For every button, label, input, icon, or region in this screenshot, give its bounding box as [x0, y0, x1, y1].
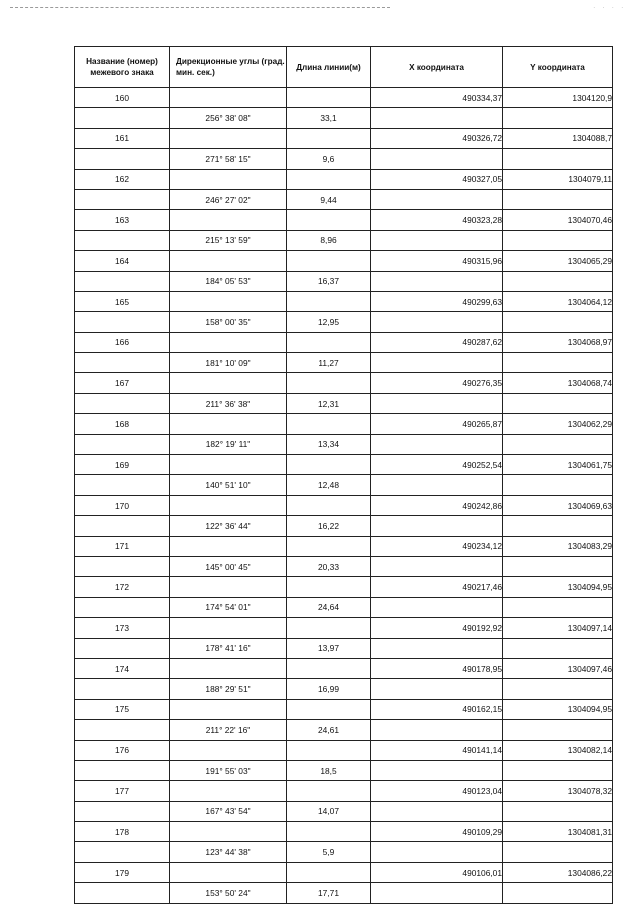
y-coordinate-cell: 1304083,29: [503, 536, 613, 556]
mark-name-cell: [75, 353, 170, 373]
bearing-angle-cell: [170, 291, 287, 311]
mark-name-cell: 166: [75, 332, 170, 352]
mark-name-cell: 177: [75, 781, 170, 801]
table-row: [75, 332, 613, 352]
x-coordinate-cell: [371, 760, 503, 780]
x-coordinate-cell: [371, 271, 503, 291]
bearing-angle-cell: 122° 36' 44": [170, 516, 287, 536]
x-coordinate-cell: 490252,54: [371, 455, 503, 475]
y-coordinate-cell: 1304069,63: [503, 495, 613, 515]
x-coordinate-cell: [371, 230, 503, 250]
line-length-cell: [287, 455, 371, 475]
line-length-cell: 13,97: [287, 638, 371, 658]
x-coordinate-cell: 490265,87: [371, 414, 503, 434]
line-length-cell: [287, 210, 371, 230]
bearing-angle-cell: [170, 536, 287, 556]
line-length-cell: [287, 495, 371, 515]
y-coordinate-cell: [503, 353, 613, 373]
mark-name-cell: 179: [75, 862, 170, 882]
table-row: [75, 373, 613, 393]
bearing-angle-cell: [170, 699, 287, 719]
mark-name-cell: 176: [75, 740, 170, 760]
y-coordinate-cell: [503, 679, 613, 699]
table-row: [75, 536, 613, 556]
table-row: [75, 128, 613, 148]
bearing-angle-cell: [170, 495, 287, 515]
bearing-angle-cell: 178° 41' 16": [170, 638, 287, 658]
y-coordinate-cell: [503, 597, 613, 617]
x-coordinate-cell: 490276,35: [371, 373, 503, 393]
bearing-angle-cell: 145° 00' 45": [170, 556, 287, 576]
bearing-angle-cell: 271° 58' 15": [170, 149, 287, 169]
y-coordinate-cell: 1304064,12: [503, 291, 613, 311]
y-coordinate-cell: [503, 149, 613, 169]
bearing-angle-cell: [170, 781, 287, 801]
x-coordinate-cell: 490141,14: [371, 740, 503, 760]
bearing-angle-cell: [170, 740, 287, 760]
mark-name-cell: 169: [75, 455, 170, 475]
mark-name-cell: [75, 556, 170, 576]
x-coordinate-cell: 490327,05: [371, 169, 503, 189]
mark-name-cell: 160: [75, 88, 170, 108]
mark-name-cell: [75, 434, 170, 454]
line-length-cell: 12,31: [287, 393, 371, 413]
mark-name-cell: 167: [75, 373, 170, 393]
scan-artifact-dots: . . . .: [593, 4, 626, 10]
table-row: [75, 781, 613, 801]
bearing-angle-cell: [170, 577, 287, 597]
y-coordinate-cell: [503, 230, 613, 250]
x-coordinate-cell: 490334,37: [371, 88, 503, 108]
x-coordinate-cell: 490192,92: [371, 618, 503, 638]
mark-name-cell: [75, 149, 170, 169]
mark-name-cell: 178: [75, 822, 170, 842]
table-body: [75, 88, 613, 904]
mark-name-cell: [75, 475, 170, 495]
table-row: [75, 822, 613, 842]
y-coordinate-cell: 1304062,29: [503, 414, 613, 434]
y-coordinate-cell: 1304094,95: [503, 699, 613, 719]
bearing-angle-cell: [170, 862, 287, 882]
bearing-angle-cell: 153° 50' 24": [170, 883, 287, 903]
mark-name-cell: 171: [75, 536, 170, 556]
y-coordinate-cell: 1304068,74: [503, 373, 613, 393]
bearing-angle-cell: 215° 13' 59": [170, 230, 287, 250]
table-row: [75, 414, 613, 434]
y-coordinate-cell: 1304094,95: [503, 577, 613, 597]
mark-name-cell: [75, 312, 170, 332]
table-row: [75, 475, 613, 495]
y-coordinate-cell: 1304065,29: [503, 251, 613, 271]
x-coordinate-cell: [371, 597, 503, 617]
table-row: [75, 679, 613, 699]
bearing-angle-cell: [170, 210, 287, 230]
table-row: [75, 434, 613, 454]
bearing-angle-cell: 256° 38' 08": [170, 108, 287, 128]
table-row: [75, 189, 613, 209]
mark-name-cell: [75, 393, 170, 413]
bearing-angle-cell: [170, 373, 287, 393]
line-length-cell: [287, 822, 371, 842]
scan-artifact-line: [10, 7, 390, 8]
bearing-angle-cell: [170, 169, 287, 189]
x-coordinate-cell: 490217,46: [371, 577, 503, 597]
bearing-angle-cell: [170, 822, 287, 842]
y-coordinate-cell: [503, 189, 613, 209]
y-coordinate-cell: 1304086,22: [503, 862, 613, 882]
bearing-angle-cell: 211° 22' 16": [170, 720, 287, 740]
table-row: [75, 271, 613, 291]
table-row: [75, 210, 613, 230]
table-row: [75, 740, 613, 760]
mark-name-cell: 165: [75, 291, 170, 311]
table-row: [75, 312, 613, 332]
mark-name-cell: 174: [75, 658, 170, 678]
header-angle: Дирекционные углы (град. мин. сек.): [170, 47, 287, 88]
y-coordinate-cell: 1304078,32: [503, 781, 613, 801]
line-length-cell: [287, 618, 371, 638]
mark-name-cell: [75, 801, 170, 821]
boundary-coordinates-table: [74, 46, 613, 904]
bearing-angle-cell: 123° 44' 38": [170, 842, 287, 862]
mark-name-cell: 168: [75, 414, 170, 434]
y-coordinate-cell: [503, 393, 613, 413]
x-coordinate-cell: [371, 842, 503, 862]
table-row: [75, 149, 613, 169]
line-length-cell: [287, 332, 371, 352]
bearing-angle-cell: 182° 19' 11": [170, 434, 287, 454]
bearing-angle-cell: [170, 128, 287, 148]
table-row: [75, 638, 613, 658]
mark-name-cell: [75, 516, 170, 536]
line-length-cell: [287, 781, 371, 801]
y-coordinate-cell: [503, 475, 613, 495]
table-row: [75, 556, 613, 576]
mark-name-cell: [75, 679, 170, 699]
x-coordinate-cell: 490323,28: [371, 210, 503, 230]
y-coordinate-cell: 1304097,46: [503, 658, 613, 678]
line-length-cell: 5,9: [287, 842, 371, 862]
table-row: [75, 516, 613, 536]
line-length-cell: 12,95: [287, 312, 371, 332]
line-length-cell: 16,37: [287, 271, 371, 291]
mark-name-cell: [75, 597, 170, 617]
line-length-cell: 8,96: [287, 230, 371, 250]
x-coordinate-cell: [371, 149, 503, 169]
x-coordinate-cell: [371, 189, 503, 209]
x-coordinate-cell: [371, 720, 503, 740]
y-coordinate-cell: 1304061,75: [503, 455, 613, 475]
mark-name-cell: [75, 720, 170, 740]
table-row: [75, 353, 613, 373]
y-coordinate-cell: [503, 556, 613, 576]
table-row: [75, 597, 613, 617]
bearing-angle-cell: 140° 51' 10": [170, 475, 287, 495]
mark-name-cell: [75, 108, 170, 128]
x-coordinate-cell: [371, 434, 503, 454]
x-coordinate-cell: [371, 516, 503, 536]
mark-name-cell: 163: [75, 210, 170, 230]
mark-name-cell: 173: [75, 618, 170, 638]
y-coordinate-cell: [503, 801, 613, 821]
table-row: [75, 495, 613, 515]
bearing-angle-cell: [170, 658, 287, 678]
x-coordinate-cell: 490106,01: [371, 862, 503, 882]
line-length-cell: [287, 658, 371, 678]
x-coordinate-cell: 490109,29: [371, 822, 503, 842]
line-length-cell: 18,5: [287, 760, 371, 780]
table-row: [75, 169, 613, 189]
mark-name-cell: [75, 883, 170, 903]
y-coordinate-cell: 1304068,97: [503, 332, 613, 352]
table-row: [75, 883, 613, 903]
x-coordinate-cell: [371, 475, 503, 495]
mark-name-cell: [75, 189, 170, 209]
x-coordinate-cell: 490287,62: [371, 332, 503, 352]
header-name: Название (номер) межевого знака: [75, 47, 170, 88]
y-coordinate-cell: 1304070,46: [503, 210, 613, 230]
line-length-cell: [287, 169, 371, 189]
bearing-angle-cell: 167° 43' 54": [170, 801, 287, 821]
table-row: [75, 862, 613, 882]
x-coordinate-cell: [371, 679, 503, 699]
mark-name-cell: 162: [75, 169, 170, 189]
y-coordinate-cell: [503, 760, 613, 780]
table-row: [75, 842, 613, 862]
line-length-cell: 16,22: [287, 516, 371, 536]
line-length-cell: [287, 291, 371, 311]
mark-name-cell: [75, 271, 170, 291]
mark-name-cell: 170: [75, 495, 170, 515]
table-row: [75, 577, 613, 597]
y-coordinate-cell: [503, 720, 613, 740]
table-row: [75, 760, 613, 780]
bearing-angle-cell: 174° 54' 01": [170, 597, 287, 617]
table-row: [75, 393, 613, 413]
header-length: Длина линии(м): [287, 47, 371, 88]
y-coordinate-cell: [503, 883, 613, 903]
line-length-cell: 13,34: [287, 434, 371, 454]
x-coordinate-cell: 490234,12: [371, 536, 503, 556]
table-row: [75, 251, 613, 271]
table-row: [75, 720, 613, 740]
y-coordinate-cell: 1304081,31: [503, 822, 613, 842]
y-coordinate-cell: 1304097,14: [503, 618, 613, 638]
x-coordinate-cell: 490123,04: [371, 781, 503, 801]
y-coordinate-cell: 1304079,11: [503, 169, 613, 189]
line-length-cell: 24,64: [287, 597, 371, 617]
x-coordinate-cell: 490242,86: [371, 495, 503, 515]
line-length-cell: 12,48: [287, 475, 371, 495]
x-coordinate-cell: [371, 801, 503, 821]
mark-name-cell: [75, 760, 170, 780]
bearing-angle-cell: 184° 05' 53": [170, 271, 287, 291]
y-coordinate-cell: [503, 312, 613, 332]
x-coordinate-cell: [371, 638, 503, 658]
line-length-cell: [287, 251, 371, 271]
line-length-cell: 11,27: [287, 353, 371, 373]
y-coordinate-cell: [503, 271, 613, 291]
header-y: Y координата: [503, 47, 613, 88]
line-length-cell: [287, 128, 371, 148]
line-length-cell: 16,99: [287, 679, 371, 699]
mark-name-cell: [75, 230, 170, 250]
bearing-angle-cell: 191° 55' 03": [170, 760, 287, 780]
y-coordinate-cell: [503, 638, 613, 658]
x-coordinate-cell: [371, 108, 503, 128]
line-length-cell: 20,33: [287, 556, 371, 576]
x-coordinate-cell: [371, 353, 503, 373]
y-coordinate-cell: [503, 434, 613, 454]
y-coordinate-cell: 1304082,14: [503, 740, 613, 760]
bearing-angle-cell: 158° 00' 35": [170, 312, 287, 332]
line-length-cell: [287, 699, 371, 719]
bearing-angle-cell: 188° 29' 51": [170, 679, 287, 699]
line-length-cell: 9,6: [287, 149, 371, 169]
line-length-cell: 14,07: [287, 801, 371, 821]
table-row: [75, 455, 613, 475]
header-x: X координата: [371, 47, 503, 88]
mark-name-cell: 164: [75, 251, 170, 271]
mark-name-cell: 172: [75, 577, 170, 597]
table-row: [75, 88, 613, 108]
x-coordinate-cell: 490326,72: [371, 128, 503, 148]
line-length-cell: 17,71: [287, 883, 371, 903]
bearing-angle-cell: [170, 332, 287, 352]
table-row: [75, 618, 613, 638]
table-row: [75, 230, 613, 250]
bearing-angle-cell: 211° 36' 38": [170, 393, 287, 413]
y-coordinate-cell: 1304088,7: [503, 128, 613, 148]
x-coordinate-cell: [371, 393, 503, 413]
x-coordinate-cell: [371, 312, 503, 332]
x-coordinate-cell: 490299,63: [371, 291, 503, 311]
y-coordinate-cell: [503, 108, 613, 128]
line-length-cell: 33,1: [287, 108, 371, 128]
x-coordinate-cell: [371, 556, 503, 576]
table-row: [75, 658, 613, 678]
mark-name-cell: 175: [75, 699, 170, 719]
bearing-angle-cell: 181° 10' 09": [170, 353, 287, 373]
bearing-angle-cell: [170, 618, 287, 638]
line-length-cell: [287, 414, 371, 434]
line-length-cell: 9,44: [287, 189, 371, 209]
x-coordinate-cell: [371, 883, 503, 903]
line-length-cell: [287, 740, 371, 760]
bearing-angle-cell: 246° 27' 02": [170, 189, 287, 209]
line-length-cell: [287, 862, 371, 882]
table-header-row: [75, 47, 613, 88]
x-coordinate-cell: 490315,96: [371, 251, 503, 271]
mark-name-cell: 161: [75, 128, 170, 148]
y-coordinate-cell: [503, 516, 613, 536]
x-coordinate-cell: 490178,95: [371, 658, 503, 678]
mark-name-cell: [75, 842, 170, 862]
line-length-cell: [287, 88, 371, 108]
mark-name-cell: [75, 638, 170, 658]
line-length-cell: [287, 373, 371, 393]
x-coordinate-cell: 490162,15: [371, 699, 503, 719]
line-length-cell: [287, 577, 371, 597]
line-length-cell: 24,61: [287, 720, 371, 740]
table-row: [75, 801, 613, 821]
table-row: [75, 108, 613, 128]
table-row: [75, 699, 613, 719]
bearing-angle-cell: [170, 251, 287, 271]
y-coordinate-cell: [503, 842, 613, 862]
table-row: [75, 291, 613, 311]
line-length-cell: [287, 536, 371, 556]
bearing-angle-cell: [170, 88, 287, 108]
bearing-angle-cell: [170, 455, 287, 475]
bearing-angle-cell: [170, 414, 287, 434]
y-coordinate-cell: 1304120,9: [503, 88, 613, 108]
